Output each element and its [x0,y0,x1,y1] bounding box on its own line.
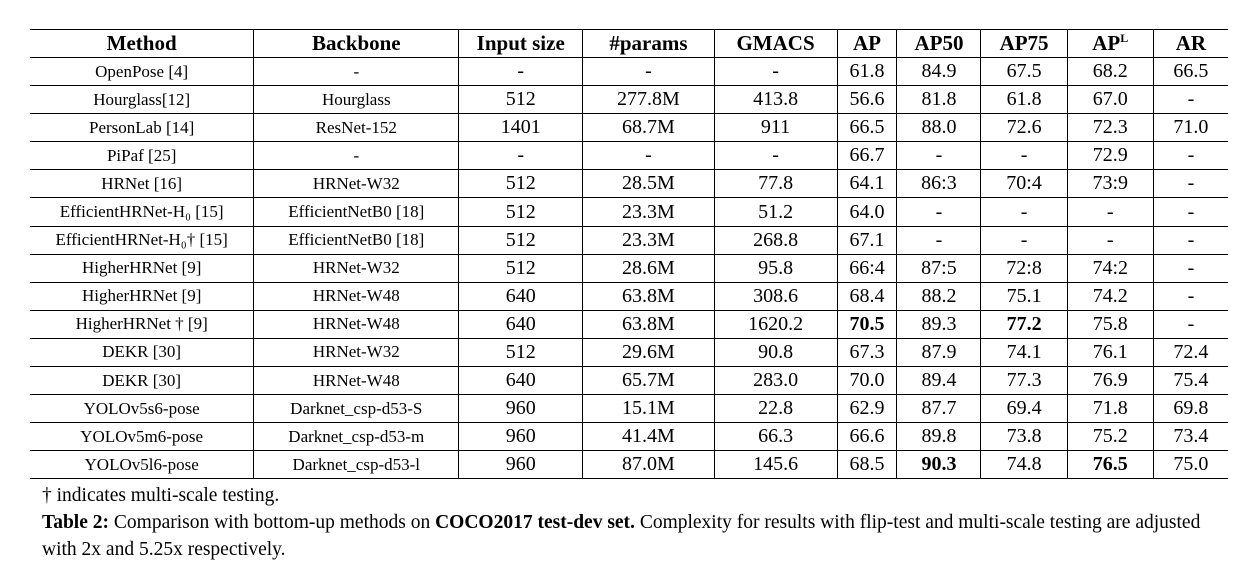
cell-gmacs: 95.8 [714,254,837,282]
cell-input: 512 [459,254,583,282]
cell-backbone: HRNet-W32 [254,338,459,366]
table-header-row [30,30,1228,58]
cell-ap: 68.5 [837,451,897,479]
cell-method: OpenPose [4] [30,58,254,86]
cell-params: 23.3M [583,198,714,226]
cell-ap50: 90.3 [897,451,981,479]
cell-ap75: 69.4 [981,395,1067,423]
table-caption [42,509,1232,563]
table-row [30,254,1228,282]
cell-params: 63.8M [583,282,714,310]
cell-ar: 73.4 [1153,423,1228,451]
table-notes [42,482,1232,563]
cell-gmacs: - [714,142,837,170]
cell-apl: 75.8 [1067,310,1153,338]
cell-ap: 62.9 [837,395,897,423]
cell-apl: 67.0 [1067,86,1153,114]
cell-ar: 71.0 [1153,114,1228,142]
table-row [30,395,1228,423]
cell-input: 1401 [459,114,583,142]
table-row [30,114,1228,142]
cell-ap75: 73.8 [981,423,1067,451]
cell-ap75: 74.8 [981,451,1067,479]
cell-backbone: Darknet_csp-d53-S [254,395,459,423]
cell-ap75: 77.3 [981,367,1067,395]
table-body [30,58,1228,479]
cell-method: PiPaf [25] [30,142,254,170]
results-table-container [30,29,1228,479]
cell-input: - [459,58,583,86]
cell-gmacs: 911 [714,114,837,142]
table-row [30,338,1228,366]
cell-ap50: 87:5 [897,254,981,282]
cell-gmacs: 90.8 [714,338,837,366]
cell-params: - [583,142,714,170]
cell-backbone: Darknet_csp-d53-l [254,451,459,479]
cell-gmacs: 77.8 [714,170,837,198]
table-row [30,451,1228,479]
cell-ap: 66.5 [837,114,897,142]
caption-text-1: Comparison with bottom-up methods on [109,512,436,533]
cell-apl: 76.5 [1067,451,1153,479]
cell-method: EfficientHRNet-H₀† [15] [30,226,254,254]
cell-input: 960 [459,451,583,479]
cell-ap: 70.5 [837,310,897,338]
cell-ap75: 75.1 [981,282,1067,310]
cell-ap75: 77.2 [981,310,1067,338]
cell-params: 28.5M [583,170,714,198]
header-apl [1067,30,1153,58]
footnote: † indicates multi-scale testing. [42,485,280,506]
cell-ap: 64.0 [837,198,897,226]
cell-ar: 75.0 [1153,451,1228,479]
cell-input: 640 [459,310,583,338]
caption-text-2: Complexity for results with flip-test and multi-scale testing are adjusted with 2x and 5.25x respectively. [42,512,1201,560]
cell-ar: - [1153,170,1228,198]
cell-ap50: 87.9 [897,338,981,366]
cell-apl: - [1067,226,1153,254]
cell-gmacs: 283.0 [714,367,837,395]
table-row [30,198,1228,226]
cell-ap50: 84.9 [897,58,981,86]
cell-input: 512 [459,338,583,366]
cell-input: 512 [459,198,583,226]
cell-ar: 66.5 [1153,58,1228,86]
cell-gmacs: 51.2 [714,198,837,226]
cell-ap: 56.6 [837,86,897,114]
cell-ap75: 67.5 [981,58,1067,86]
cell-gmacs: 268.8 [714,226,837,254]
cell-ap50: 88.0 [897,114,981,142]
header-backbone: Backbone [254,30,459,58]
cell-ar: 69.8 [1153,395,1228,423]
cell-gmacs: 308.6 [714,282,837,310]
cell-backbone: HRNet-W48 [254,310,459,338]
cell-params: 63.8M [583,310,714,338]
cell-ap: 68.4 [837,282,897,310]
cell-params: 41.4M [583,423,714,451]
header-ar: AR [1153,30,1228,58]
cell-ap75: 74.1 [981,338,1067,366]
cell-method: HRNet [16] [30,170,254,198]
cell-ap: 66.6 [837,423,897,451]
cell-ar: 75.4 [1153,367,1228,395]
cell-backbone: Hourglass [254,86,459,114]
cell-input: 640 [459,367,583,395]
cell-apl: 73:9 [1067,170,1153,198]
cell-ap75: 72:8 [981,254,1067,282]
cell-gmacs: 66.3 [714,423,837,451]
cell-backbone: ResNet-152 [254,114,459,142]
cell-ap50: - [897,198,981,226]
cell-params: 65.7M [583,367,714,395]
cell-ar: - [1153,282,1228,310]
header-gmacs: GMACS [714,30,837,58]
cell-gmacs: - [714,58,837,86]
cell-apl: 72.3 [1067,114,1153,142]
table-row [30,58,1228,86]
cell-input: 960 [459,395,583,423]
table-row [30,86,1228,114]
cell-ar: - [1153,310,1228,338]
cell-ap: 64.1 [837,170,897,198]
cell-ap75: - [981,226,1067,254]
table-row [30,310,1228,338]
cell-ap: 67.1 [837,226,897,254]
cell-input: 640 [459,282,583,310]
cell-apl: 71.8 [1067,395,1153,423]
cell-gmacs: 1620.2 [714,310,837,338]
cell-ap: 70.0 [837,367,897,395]
table-row [30,142,1228,170]
cell-method: YOLOv5l6-pose [30,451,254,479]
table-row [30,367,1228,395]
caption-label: Table 2: [42,512,110,533]
cell-backbone: HRNet-W32 [254,170,459,198]
cell-input: 512 [459,226,583,254]
cell-apl: 68.2 [1067,58,1153,86]
cell-method: HigherHRNet [9] [30,254,254,282]
header-ap50: AP50 [897,30,981,58]
cell-ap50: - [897,226,981,254]
cell-params: 23.3M [583,226,714,254]
cell-ap50: 86:3 [897,170,981,198]
cell-ap75: 61.8 [981,86,1067,114]
cell-apl: 75.2 [1067,423,1153,451]
header-params: #params [583,30,714,58]
cell-params: 68.7M [583,114,714,142]
cell-backbone: HRNet-W48 [254,282,459,310]
cell-ar: - [1153,142,1228,170]
header-ap75: AP75 [981,30,1067,58]
cell-params: 87.0M [583,451,714,479]
table-row [30,423,1228,451]
cell-params: 277.8M [583,86,714,114]
cell-ap: 66.7 [837,142,897,170]
cell-backbone: - [254,58,459,86]
cell-ap50: - [897,142,981,170]
header-apl-text: AP [1092,31,1121,55]
cell-apl: 76.9 [1067,367,1153,395]
cell-method: YOLOv5m6-pose [30,423,254,451]
cell-input: - [459,142,583,170]
cell-ap75: - [981,142,1067,170]
cell-params: 28.6M [583,254,714,282]
cell-method: DEKR [30] [30,338,254,366]
cell-method: YOLOv5s6-pose [30,395,254,423]
cell-input: 512 [459,86,583,114]
cell-input: 512 [459,170,583,198]
cell-ap75: 72.6 [981,114,1067,142]
cell-apl: 74:2 [1067,254,1153,282]
header-ap: AP [837,30,897,58]
table-row [30,226,1228,254]
cell-gmacs: 413.8 [714,86,837,114]
cell-ap75: - [981,198,1067,226]
cell-ap: 61.8 [837,58,897,86]
cell-gmacs: 22.8 [714,395,837,423]
cell-ar: - [1153,86,1228,114]
cell-ar: - [1153,198,1228,226]
cell-backbone: Darknet_csp-d53-m [254,423,459,451]
cell-backbone: HRNet-W32 [254,254,459,282]
cell-ar: - [1153,226,1228,254]
cell-backbone: - [254,142,459,170]
cell-input: 960 [459,423,583,451]
cell-params: 29.6M [583,338,714,366]
cell-ap75: 70:4 [981,170,1067,198]
cell-ap: 67.3 [837,338,897,366]
cell-ap: 66:4 [837,254,897,282]
cell-apl: 76.1 [1067,338,1153,366]
cell-method: HigherHRNet † [9] [30,310,254,338]
cell-ap50: 89.8 [897,423,981,451]
cell-method: DEKR [30] [30,367,254,395]
cell-gmacs: 145.6 [714,451,837,479]
cell-ap50: 89.3 [897,310,981,338]
cell-ap50: 88.2 [897,282,981,310]
results-table [30,29,1228,479]
cell-method: PersonLab [14] [30,114,254,142]
cell-apl: 74.2 [1067,282,1153,310]
cell-ap50: 89.4 [897,367,981,395]
cell-method: HigherHRNet [9] [30,282,254,310]
cell-method: EfficientHRNet-H₀ [15] [30,198,254,226]
cell-apl: - [1067,198,1153,226]
cell-params: 15.1M [583,395,714,423]
header-apl-sup: L [1120,31,1129,45]
cell-backbone: EfficientNetB0 [18] [254,226,459,254]
header-input-size: Input size [459,30,583,58]
cell-apl: 72.9 [1067,142,1153,170]
cell-ar: - [1153,254,1228,282]
cell-params: - [583,58,714,86]
table-row [30,282,1228,310]
cell-ar: 72.4 [1153,338,1228,366]
header-method: Method [30,30,254,58]
cell-backbone: HRNet-W48 [254,367,459,395]
table-row [30,170,1228,198]
cell-method: Hourglass[12] [30,86,254,114]
cell-ap50: 87.7 [897,395,981,423]
cell-ap50: 81.8 [897,86,981,114]
cell-backbone: EfficientNetB0 [18] [254,198,459,226]
caption-bold: COCO2017 test-dev set. [435,512,635,533]
